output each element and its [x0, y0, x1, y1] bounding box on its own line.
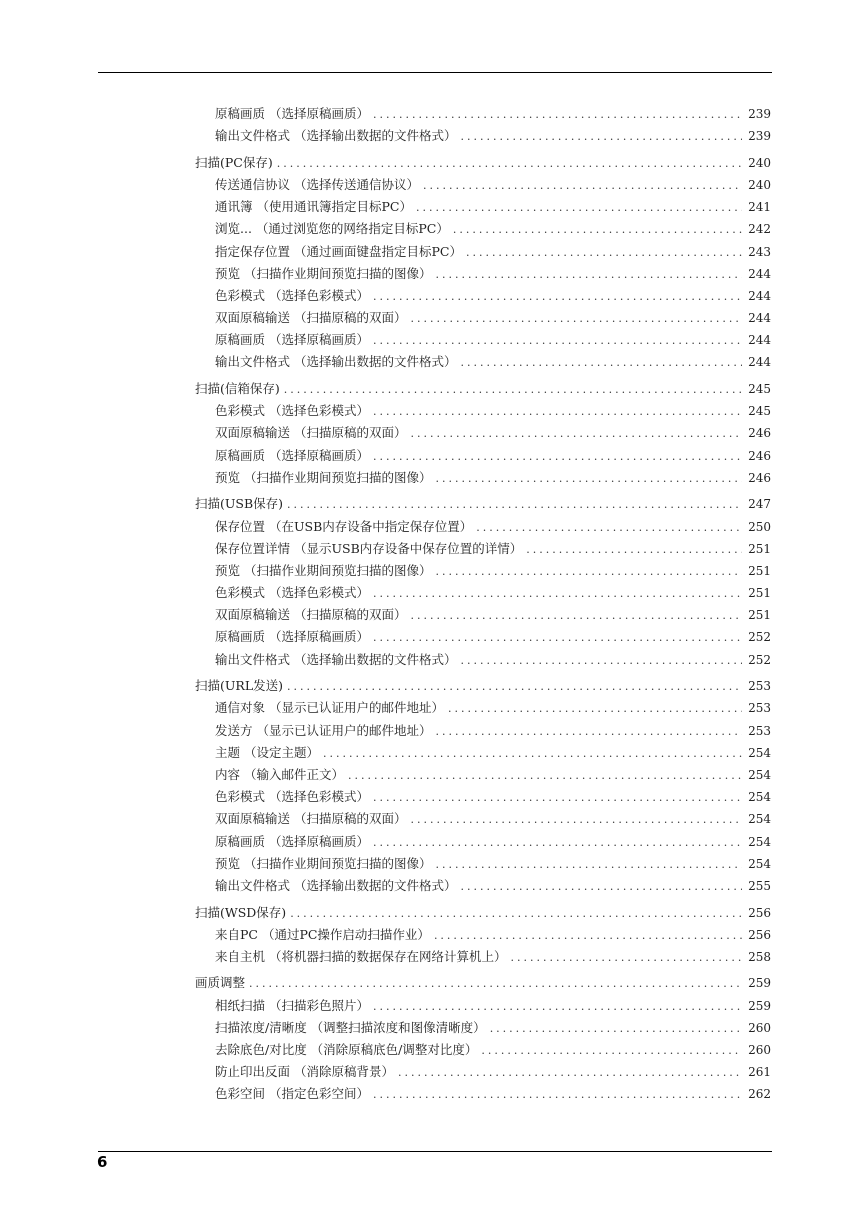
toc-leader-dots	[373, 832, 742, 854]
toc-leader-dots	[466, 242, 742, 264]
toc-entry-page: 254	[748, 812, 771, 827]
toc-leader-dots	[423, 175, 742, 197]
toc-entry-title: 预览 （扫描作业期间预览扫描的图像）	[215, 562, 432, 578]
toc-entry	[195, 786, 771, 808]
toc-entry-title: 扫描(信箱保存)	[195, 381, 280, 397]
toc-entry-title: 色彩模式 （选择色彩模式）	[215, 585, 369, 601]
toc-entry-title: 双面原稿输送 （扫描原稿的双面）	[215, 425, 407, 441]
toc-leader-dots	[460, 876, 742, 898]
toc-entry-title: 保存位置 （在USB内存设备中指定保存位置）	[215, 518, 473, 534]
toc-entry	[195, 649, 771, 671]
toc-leader-dots	[373, 446, 742, 468]
toc-entry-page: 252	[748, 630, 771, 645]
toc-leader-dots	[373, 996, 742, 1018]
toc-entry-title: 色彩模式 （选择色彩模式）	[215, 789, 369, 805]
toc-leader-dots	[373, 1084, 742, 1106]
toc-leader-dots	[448, 698, 742, 720]
toc-entry-title: 相纸扫描 （扫描彩色照片）	[215, 997, 369, 1013]
toc-entry-page: 258	[748, 949, 771, 964]
toc-entry-page: 246	[748, 448, 771, 463]
toc-entry-page: 240	[748, 155, 771, 170]
toc-leader-dots	[410, 809, 742, 831]
toc-entry-title: 扫描(WSD保存)	[195, 904, 287, 920]
toc-entry-title: 画质调整	[195, 975, 246, 991]
toc-entry	[195, 626, 771, 648]
toc-leader-dots	[435, 561, 742, 583]
toc-leader-dots	[490, 1018, 742, 1040]
toc-entry-page: 251	[748, 586, 771, 601]
toc-leader-dots	[481, 1040, 742, 1062]
toc-leader-dots	[435, 264, 742, 286]
toc-entry	[195, 351, 771, 373]
toc-entry-page: 253	[748, 701, 771, 716]
toc-entry	[195, 400, 771, 422]
table-of-contents	[195, 103, 771, 1106]
toc-entry-title: 原稿画质 （选择原稿画质）	[215, 447, 369, 463]
toc-leader-dots	[290, 903, 742, 925]
toc-entry-page: 254	[748, 745, 771, 760]
toc-entry	[195, 995, 771, 1017]
toc-entry	[195, 697, 771, 719]
toc-section-entry	[195, 972, 771, 994]
toc-entry-page: 244	[748, 311, 771, 326]
toc-entry-page: 255	[748, 878, 771, 893]
toc-leader-dots	[373, 104, 742, 126]
header-rule	[98, 72, 772, 73]
toc-entry	[195, 422, 771, 444]
toc-entry	[195, 174, 771, 196]
toc-entry	[195, 853, 771, 875]
toc-leader-dots	[510, 947, 742, 969]
toc-leader-dots	[287, 676, 742, 698]
toc-entry-title: 来自主机 （将机器扫描的数据保存在网络计算机上）	[215, 948, 507, 964]
toc-entry-title: 指定保存位置 （通过画面键盘指定目标PC）	[215, 243, 462, 259]
toc-entry-page: 259	[748, 998, 771, 1013]
toc-entry	[195, 103, 771, 125]
toc-entry-page: 239	[748, 129, 771, 144]
toc-leader-dots	[373, 627, 742, 649]
toc-entry	[195, 196, 771, 218]
toc-entry-title: 发送方 （显示已认证用户的邮件地址）	[215, 722, 432, 738]
toc-leader-dots	[373, 330, 742, 352]
toc-entry-page: 254	[748, 834, 771, 849]
toc-entry-title: 扫描(PC保存)	[195, 154, 273, 170]
toc-entry	[195, 307, 771, 329]
toc-entry	[195, 924, 771, 946]
toc-entry	[195, 538, 771, 560]
toc-entry	[195, 516, 771, 538]
toc-entry-page: 260	[748, 1020, 771, 1035]
toc-leader-dots	[348, 765, 742, 787]
toc-entry-page: 251	[748, 541, 771, 556]
toc-entry	[195, 241, 771, 263]
toc-entry-page: 251	[748, 608, 771, 623]
toc-leader-dots	[460, 650, 742, 672]
toc-entry-page: 246	[748, 470, 771, 485]
toc-section-entry	[195, 493, 771, 515]
toc-entry-page: 244	[748, 288, 771, 303]
toc-leader-dots	[453, 219, 742, 241]
toc-entry-page: 256	[748, 927, 771, 942]
toc-entry-title: 色彩模式 （选择色彩模式）	[215, 403, 369, 419]
toc-leader-dots	[416, 197, 742, 219]
toc-entry-title: 扫描浓度/清晰度 （调整扫描浓度和图像清晰度）	[215, 1019, 486, 1035]
toc-leader-dots	[373, 286, 742, 308]
toc-leader-dots	[410, 605, 742, 627]
toc-entry	[195, 582, 771, 604]
toc-entry-page: 253	[748, 679, 771, 694]
toc-entry-page: 239	[748, 107, 771, 121]
toc-entry	[195, 218, 771, 240]
toc-section-entry	[195, 378, 771, 400]
toc-entry	[195, 263, 771, 285]
toc-entry	[195, 1039, 771, 1061]
toc-entry	[195, 831, 771, 853]
toc-leader-dots	[435, 468, 742, 490]
toc-leader-dots	[287, 494, 742, 516]
toc-entry	[195, 742, 771, 764]
toc-entry-title: 预览 （扫描作业期间预览扫描的图像）	[215, 265, 432, 281]
toc-entry-page: 246	[748, 426, 771, 441]
toc-entry-title: 预览 （扫描作业期间预览扫描的图像）	[215, 469, 432, 485]
toc-entry-page: 244	[748, 355, 771, 370]
toc-leader-dots	[476, 517, 742, 539]
toc-entry-title: 浏览... （通过浏览您的网络指定目标PC）	[215, 221, 449, 237]
toc-entry	[195, 604, 771, 626]
toc-section-entry	[195, 675, 771, 697]
toc-entry-page: 252	[748, 652, 771, 667]
toc-entry	[195, 329, 771, 351]
toc-entry-title: 预览 （扫描作业期间预览扫描的图像）	[215, 855, 432, 871]
toc-entry-page: 244	[748, 266, 771, 281]
toc-entry-title: 原稿画质 （选择原稿画质）	[215, 833, 369, 849]
toc-entry-title: 原稿画质 （选择原稿画质）	[215, 106, 369, 121]
toc-entry-title: 输出文件格式 （选择输出数据的文件格式）	[215, 354, 457, 370]
toc-entry-title: 扫描(USB保存)	[195, 496, 284, 512]
toc-entry	[195, 445, 771, 467]
toc-entry-page: 251	[748, 563, 771, 578]
toc-section-entry	[195, 152, 771, 174]
toc-entry-title: 通信对象 （显示已认证用户的邮件地址）	[215, 700, 444, 716]
toc-entry-title: 主题 （设定主题）	[215, 744, 319, 760]
toc-leader-dots	[435, 854, 742, 876]
toc-entry	[195, 875, 771, 897]
toc-entry-page: 254	[748, 790, 771, 805]
toc-entry-title: 色彩空间 （指定色彩空间）	[215, 1086, 369, 1102]
toc-entry	[195, 560, 771, 582]
toc-entry-page: 241	[748, 200, 771, 215]
toc-entry-title: 来自PC （通过PC操作启动扫描作业）	[215, 926, 430, 942]
toc-entry-page: 259	[748, 976, 771, 991]
toc-leader-dots	[277, 153, 742, 175]
toc-entry-page: 254	[748, 768, 771, 782]
toc-entry-title: 通讯簿 （使用通讯簿指定目标PC）	[215, 199, 412, 215]
toc-entry	[195, 285, 771, 307]
toc-leader-dots	[526, 539, 742, 561]
toc-entry-page: 247	[748, 497, 771, 512]
toc-leader-dots	[323, 743, 742, 765]
toc-entry	[195, 1083, 771, 1105]
footer-rule	[98, 1151, 772, 1152]
toc-entry-title: 输出文件格式 （选择输出数据的文件格式）	[215, 877, 457, 893]
toc-entry-title: 内容 （输入邮件正文）	[215, 767, 344, 782]
toc-entry-title: 双面原稿输送 （扫描原稿的双面）	[215, 607, 407, 623]
toc-leader-dots	[373, 401, 742, 423]
toc-entry-page: 244	[748, 333, 771, 348]
toc-leader-dots	[373, 787, 742, 809]
toc-entry	[195, 1017, 771, 1039]
toc-entry-title: 保存位置详情 （显示USB内存设备中保存位置的详情）	[215, 540, 523, 556]
toc-entry	[195, 720, 771, 742]
toc-leader-dots	[398, 1062, 742, 1084]
toc-entry	[195, 946, 771, 968]
page-number: 6	[97, 1153, 108, 1171]
toc-entry-title: 双面原稿输送 （扫描原稿的双面）	[215, 811, 407, 827]
toc-leader-dots	[434, 925, 742, 947]
toc-entry-title: 输出文件格式 （选择输出数据的文件格式）	[215, 651, 457, 667]
toc-entry-title: 原稿画质 （选择原稿画质）	[215, 332, 369, 348]
toc-entry-page: 254	[748, 856, 771, 871]
toc-leader-dots	[249, 973, 742, 995]
toc-entry	[195, 764, 771, 786]
toc-entry-page: 240	[748, 177, 771, 192]
toc-entry-title: 原稿画质 （选择原稿画质）	[215, 629, 369, 645]
toc-entry-page: 256	[748, 905, 771, 920]
toc-entry-page: 242	[748, 222, 771, 237]
toc-leader-dots	[460, 126, 742, 148]
toc-entry-page: 260	[748, 1043, 771, 1058]
toc-entry-page: 261	[748, 1065, 771, 1080]
toc-entry-title: 去除底色/对比度 （消除原稿底色/调整对比度）	[215, 1042, 478, 1058]
toc-leader-dots	[460, 352, 742, 374]
toc-entry-title: 扫描(URL发送)	[195, 678, 284, 694]
toc-leader-dots	[410, 423, 742, 445]
toc-entry-page: 250	[748, 519, 771, 534]
toc-entry-title: 输出文件格式 （选择输出数据的文件格式）	[215, 128, 457, 144]
toc-entry-page: 262	[748, 1087, 771, 1102]
toc-leader-dots	[435, 721, 742, 743]
toc-leader-dots	[410, 308, 742, 330]
toc-entry	[195, 1061, 771, 1083]
toc-entry-title: 防止印出反面 （消除原稿背景）	[215, 1064, 394, 1080]
toc-entry-title: 色彩模式 （选择色彩模式）	[215, 287, 369, 303]
toc-leader-dots	[284, 379, 742, 401]
toc-leader-dots	[373, 583, 742, 605]
toc-entry-page: 245	[748, 382, 771, 397]
toc-entry	[195, 125, 771, 147]
toc-entry-page: 253	[748, 723, 771, 738]
toc-entry	[195, 467, 771, 489]
toc-entry-page: 243	[748, 244, 771, 259]
toc-entry-title: 传送通信协议 （选择传送通信协议）	[215, 176, 419, 192]
toc-entry-title: 双面原稿输送 （扫描原稿的双面）	[215, 310, 407, 326]
toc-entry	[195, 808, 771, 830]
toc-section-entry	[195, 902, 771, 924]
toc-entry-page: 245	[748, 404, 771, 419]
